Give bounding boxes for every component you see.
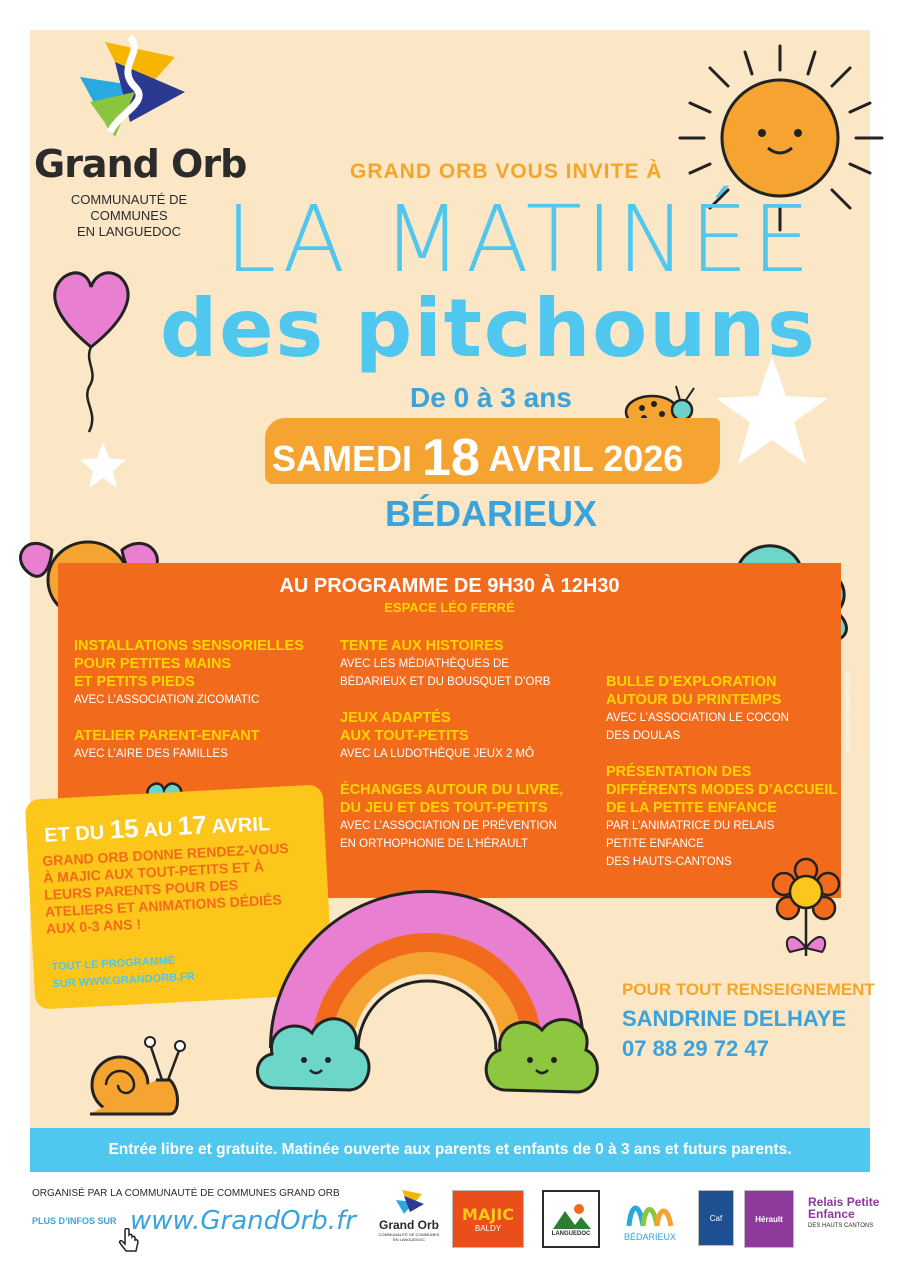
contact-phone[interactable]: 07 88 29 72 47 xyxy=(622,1036,769,1061)
grand-orb-logo-icon xyxy=(75,32,185,137)
bedarieux-logo-icon xyxy=(625,1194,675,1228)
heart-balloon-icon xyxy=(44,262,139,442)
partner-logo-grand-orb: Grand Orb COMMUNAUTÉ DE COMMUNES EN LANGUEDOC xyxy=(378,1188,440,1248)
website-link[interactable]: www.GrandOrb.fr xyxy=(130,1206,356,1236)
program-column-1 xyxy=(74,637,324,781)
title-line-2: des pitchouns xyxy=(160,282,817,375)
mountain-icon xyxy=(551,1201,591,1231)
contact-label: POUR TOUT RENSEIGNEMENT xyxy=(622,980,875,999)
flower-icon xyxy=(768,856,844,966)
event-city: BÉDARIEUX xyxy=(385,493,598,534)
organizer-text: ORGANISÉ PAR LA COMMUNAUTÉ DE COMMUNES GRAND ORB xyxy=(32,1188,340,1199)
more-info-label: PLUS D’INFOS SUR xyxy=(32,1216,117,1226)
snail-icon xyxy=(80,1030,190,1120)
contact-name: SANDRINE DELHAYE xyxy=(622,1006,847,1031)
small-star-icon xyxy=(78,440,128,490)
program-venue: ESPACE LÉO FERRÉ xyxy=(384,600,515,615)
activity-item: TENTE AUX HISTOIRES AVEC LES MÉDIATHÈQUES DE BÉDARIEUX ET DU BOUSQUET D’ORB xyxy=(340,638,551,688)
activity-item: BULLE D’EXPLORATION AUTOUR DU PRINTEMPS AVEC L’ASSOCIATION LE COCON DES DOULAS xyxy=(606,674,789,742)
activity-item: ÉCHANGES AUTOUR DU LIVRE, DU JEU ET DES TOUT-PETITS AVEC L’ASSOCIATION DE PRÉVENTION EN ORTHOPHONIE DE L’HÉRAULT xyxy=(340,782,564,850)
program-title: AU PROGRAMME DE 9H30 À 12H30 xyxy=(279,575,620,597)
title-line-1: LA MATINÉE xyxy=(225,186,815,293)
event-date: SAMEDI 18 AVRIL 2026 xyxy=(272,429,684,487)
info-banner-text: Entrée libre et gratuite. Matinée ouverte aux parents et enfants de 0 à 3 ans et futurs parents. xyxy=(108,1141,792,1158)
rainbow-icon xyxy=(252,878,602,1098)
grand-orb-small-logo-icon xyxy=(394,1188,424,1214)
partner-logo-herault: Hérault xyxy=(744,1190,794,1248)
partner-logo-majic: MAJIC BALDY xyxy=(452,1190,524,1248)
activity-item: ATELIER PARENT-ENFANT AVEC L’AIRE DES FAMILLES xyxy=(74,728,260,760)
program-column-2 xyxy=(340,637,590,871)
extra-dates-text: GRAND ORB DONNE RENDEZ-VOUS À MAJIC AUX TOUT-PETITS ET À LEURS PARENTS POUR DES ATELIERS ET ANIMATIONS DÉDIÉS AUX 0-3 ANS ! xyxy=(41,839,290,937)
activity-item: PRÉSENTATION DES DIFFÉRENTS MODES D’ACCUEIL DE LA PETITE ENFANCE PAR L’ANIMATRICE DU RELAIS PETITE ENFANCE DES HAUTS-CANTONS xyxy=(606,764,838,868)
pointer-hand-icon xyxy=(118,1228,140,1254)
invite-text: GRAND ORB VOUS INVITE À xyxy=(350,160,663,183)
activity-item: INSTALLATIONS SENSORIELLES POUR PETITES MAINS ET PETITS PIEDS AVEC L’ASSOCIATION ZICOMATIC xyxy=(74,638,304,706)
partner-logo-bedarieux: BÉDARIEUX xyxy=(620,1194,680,1246)
brand-title: Grand Orb xyxy=(34,142,247,186)
extra-dates-link[interactable]: TOUT LE PROGRAMME SUR WWW.GRANDORB.FR xyxy=(51,954,196,991)
partner-logo-languedoc: LANGUEDOC xyxy=(542,1190,600,1248)
partner-logo-relais: Relais Petite Enfance DES HAUTS CANTONS xyxy=(808,1195,880,1229)
illustration-credit: UN DESSIN DE LA SOURIS VERTE xyxy=(846,670,852,752)
age-range: De 0 à 3 ans xyxy=(410,382,572,413)
extra-dates-heading: ET DU 15 AU 17 AVRIL xyxy=(43,809,271,847)
activity-item: JEUX ADAPTÉS AUX TOUT-PETITS AVEC LA LUDOTHÈQUE JEUX 2 MÔ xyxy=(340,710,535,760)
brand-subtitle: COMMUNAUTÉ DE COMMUNES EN LANGUEDOC xyxy=(70,192,188,239)
partner-logo-caf: Caf xyxy=(698,1190,734,1246)
